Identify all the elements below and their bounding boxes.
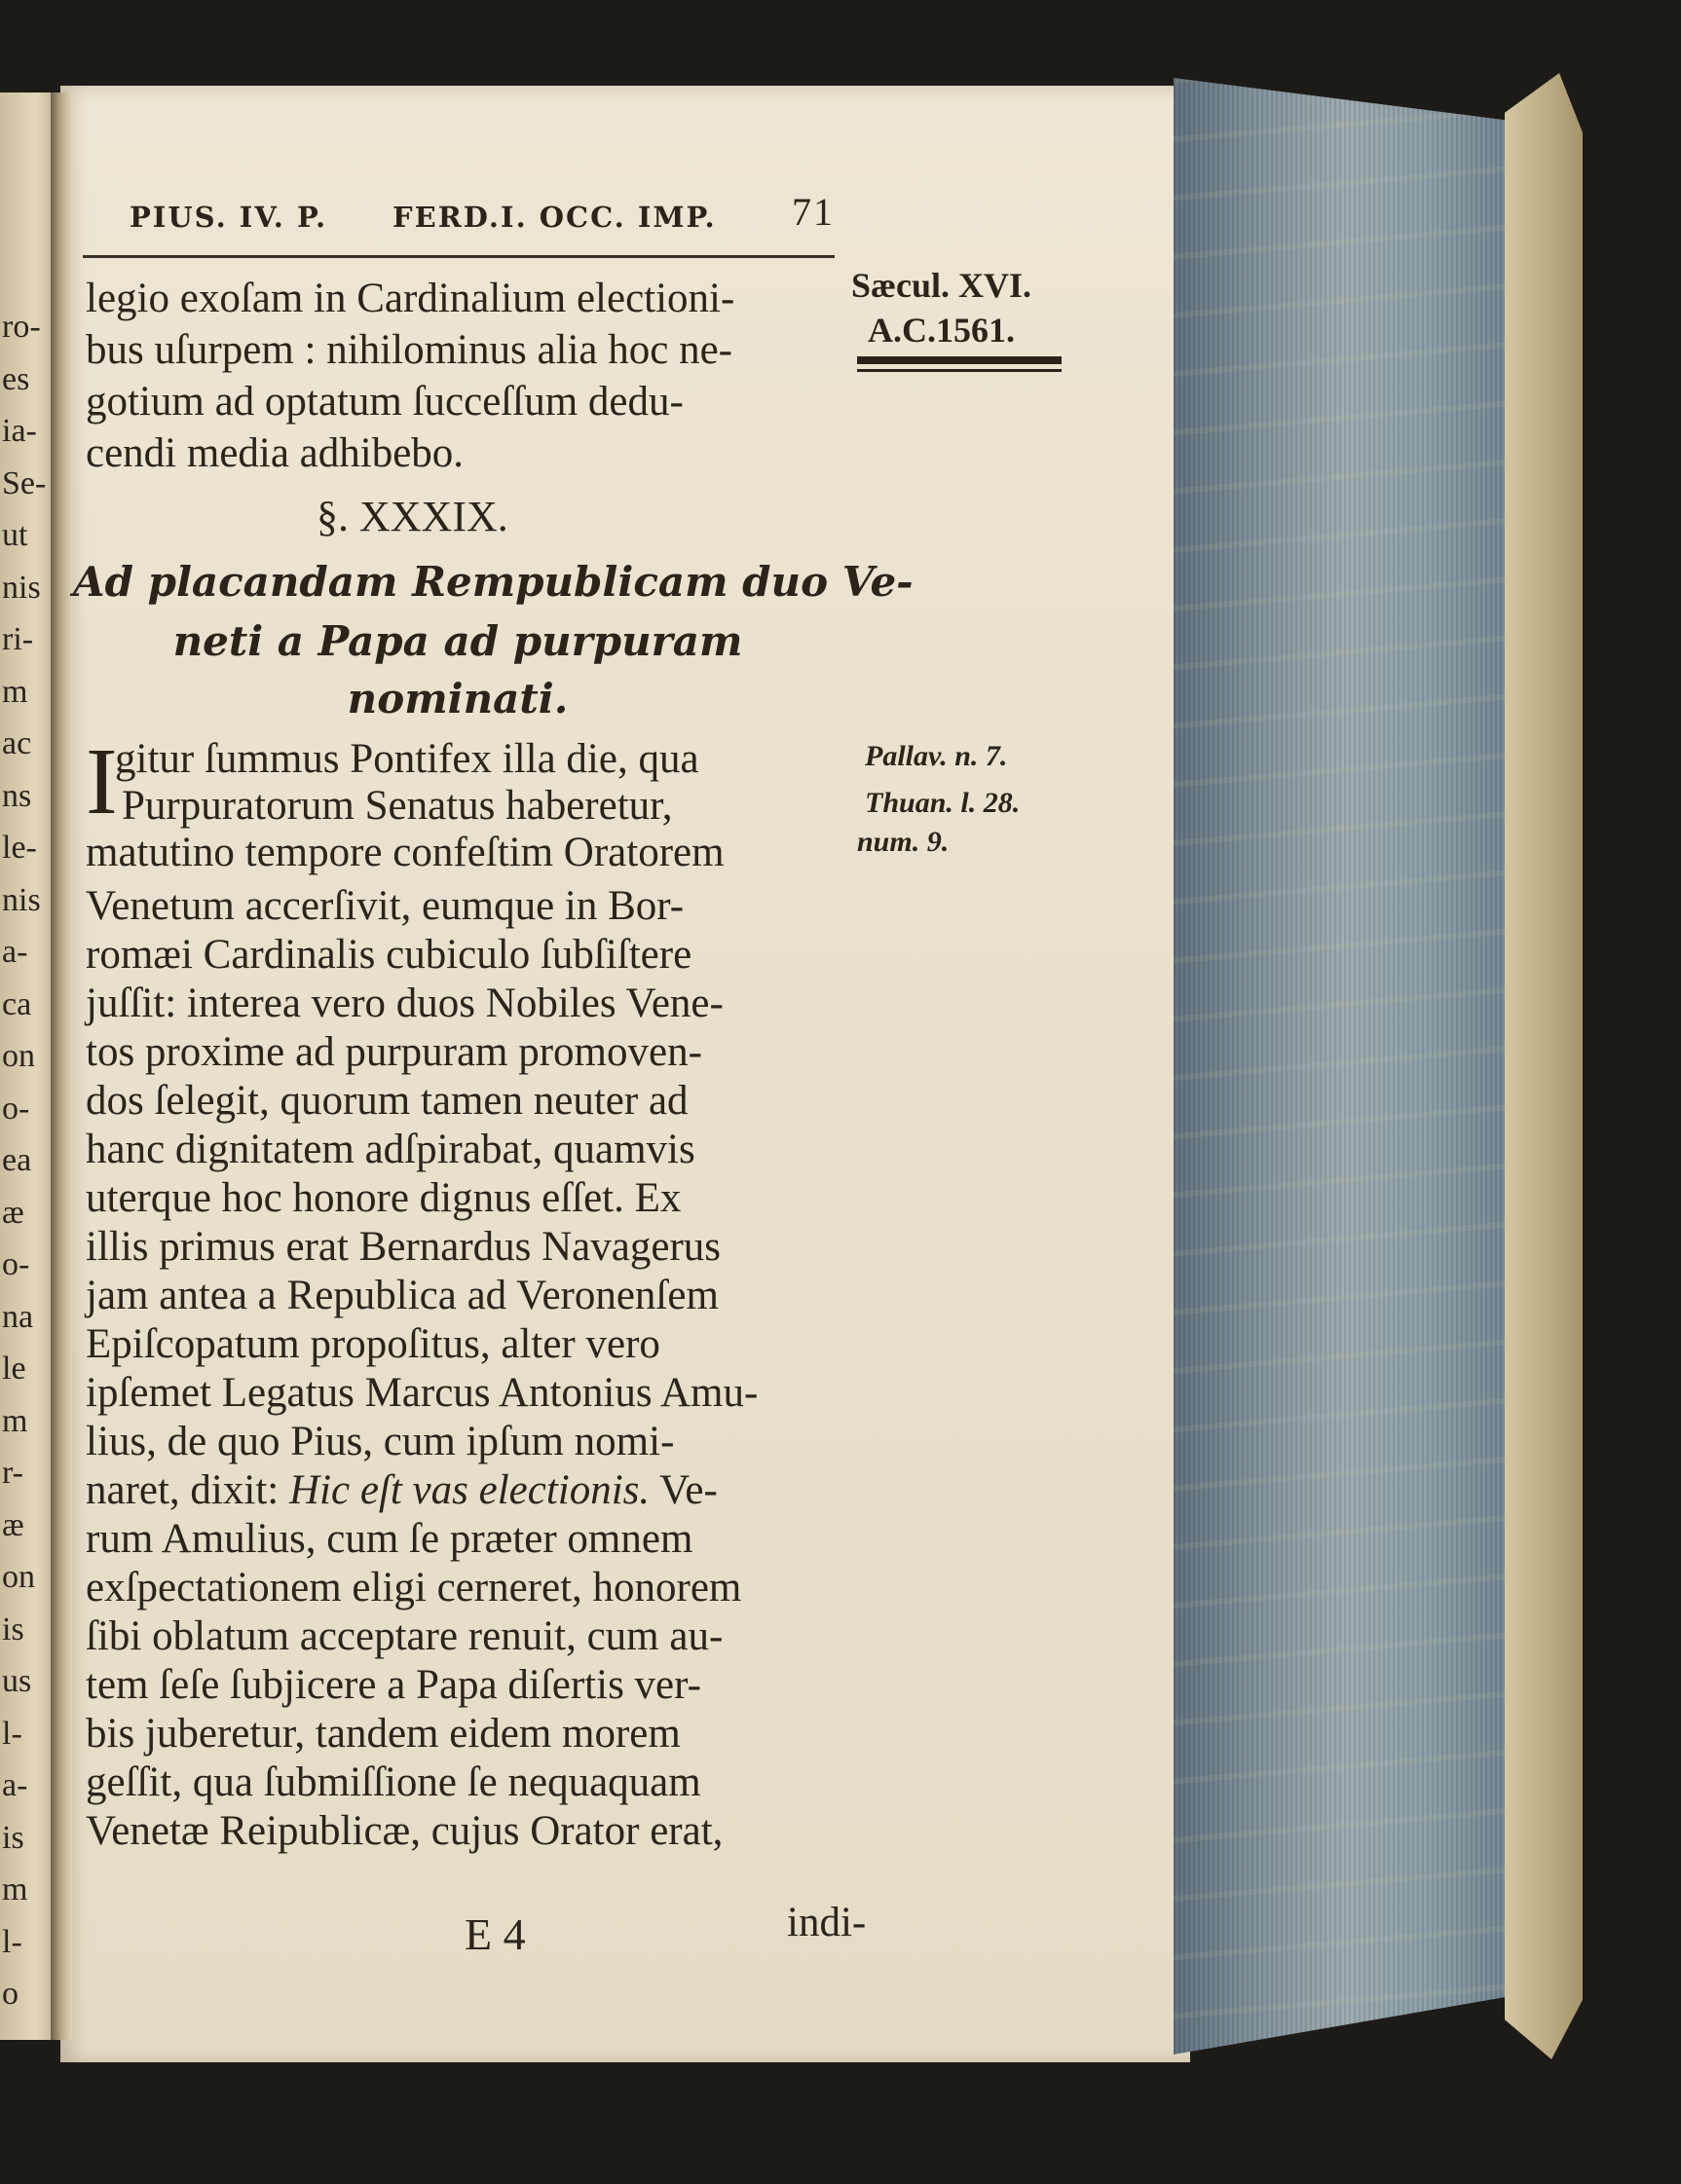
left-page-fragment: æ — [2, 1506, 24, 1543]
left-page-fragment: l- — [2, 1715, 22, 1752]
left-page-fragment: is — [2, 1610, 24, 1647]
paragraph-line: geſſit, qua ſubmiſſione ſe nequaquam — [86, 1759, 701, 1805]
quotation-continuation: Ve- — [659, 1467, 718, 1513]
side-note-year: A.C.1561. — [868, 311, 1015, 350]
opening-line: cendi media adhibebo. — [86, 430, 465, 476]
left-page-fragment: le- — [2, 830, 37, 866]
paragraph-line-with-quote — [86, 1466, 718, 1514]
left-page-fragment: na — [2, 1298, 34, 1335]
left-page-fragment: æ — [2, 1194, 24, 1231]
left-page-fragment: o- — [2, 1090, 30, 1127]
left-page-fragment: m — [2, 1871, 28, 1907]
paragraph-line: juſſit: interea vero duos Nobiles Vene- — [86, 981, 724, 1026]
paragraph-line: tos proxime ad purpuram promoven- — [86, 1029, 702, 1075]
section-title-line: nominati. — [347, 675, 569, 722]
opening-line: gotium ad optatum ſucceſſum dedu- — [86, 379, 684, 425]
margin-reference: num. 9. — [857, 826, 950, 858]
paragraph-line: exſpectationem eligi cerneret, honorem — [86, 1565, 742, 1610]
margin-reference: Thuan. l. 28. — [865, 787, 1021, 819]
opening-line: bus uſurpem : nihilominus alia hoc ne- — [86, 327, 733, 373]
side-note-century: Sæcul. XVI. — [851, 266, 1032, 305]
paragraph-line: lius, de quo Pius, cum ipſum nomi- — [86, 1419, 675, 1464]
left-page-fragment: ro- — [2, 309, 41, 345]
paragraph-line: romæi Cardinalis cubiculo ſubſiſtere — [86, 932, 692, 978]
section-title-line: neti a Papa ad purpuram — [172, 617, 743, 665]
left-page-fragment: is — [2, 1819, 24, 1856]
header-rule — [83, 255, 835, 258]
left-page-fragment: o — [2, 1976, 19, 2012]
left-page-fragment: a- — [2, 1767, 28, 1803]
paragraph-line: bis juberetur, tandem eidem morem — [86, 1711, 681, 1757]
quotation: Hic eſt vas electionis. — [288, 1467, 651, 1513]
left-page-fragment: ut — [2, 517, 28, 553]
paragraph-line: ſibi oblatum acceptare renuit, cum au- — [86, 1613, 724, 1659]
paragraph-line: rum Amulius, cum ſe præter omnem — [86, 1516, 693, 1562]
drop-capital: I — [86, 729, 118, 834]
left-page-fragment: on — [2, 1038, 35, 1074]
side-note-rule-thin — [857, 369, 1062, 372]
paragraph-line: hanc dignitatem adſpirabat, quamvis — [86, 1127, 695, 1172]
paragraph-line: illis primus erat Bernardus Navagerus — [86, 1224, 721, 1270]
paragraph-line: Venetum accerſivit, eumque in Bor- — [86, 883, 685, 929]
left-page-fragment: ia- — [2, 413, 37, 449]
header-emperor: FERD.I. OCC. IMP. — [392, 201, 717, 234]
left-page-fragment: ac — [2, 725, 32, 761]
paragraph-line: Venetæ Reipublicæ, cujus Orator erat, — [86, 1808, 724, 1854]
paragraph-line: Purpuratorum Senatus haberetur, — [122, 783, 673, 829]
paragraph-line: ipſemet Legatus Marcus Antonius Amu- — [86, 1370, 759, 1416]
left-page-fragment: ea — [2, 1142, 32, 1178]
left-page-fragment: m — [2, 673, 28, 710]
margin-reference: Pallav. n. 7. — [865, 740, 1008, 772]
paragraph-line: gitur ſummus Pontifex illa die, qua — [115, 736, 699, 782]
left-page-fragment: ri- — [2, 621, 34, 657]
side-note-rule-thick — [857, 356, 1062, 364]
left-page-fragment: on — [2, 1559, 35, 1595]
paragraph-line: dos ſelegit, quorum tamen neuter ad — [86, 1078, 689, 1124]
left-page-fragment: nis — [2, 569, 41, 606]
page-number: 71 — [792, 190, 835, 234]
left-page-fragment: es — [2, 360, 30, 397]
catchword: indi- — [787, 1900, 867, 1945]
left-page-fragment: o- — [2, 1246, 30, 1282]
paragraph-line: tem ſeſe ſubjicere a Papa diſertis ver- — [86, 1662, 701, 1708]
left-page-fragment: us — [2, 1663, 32, 1699]
left-page-fragment: l- — [2, 1923, 22, 1960]
left-page-fragment: r- — [2, 1455, 23, 1491]
left-page-fragment: nis — [2, 881, 41, 918]
left-page-fragment: a- — [2, 934, 28, 970]
left-page-fragment: le — [2, 1351, 26, 1387]
opening-line: legio exoſam in Cardinalium electioni- — [86, 276, 735, 321]
section-number: §. XXXIX. — [317, 493, 508, 540]
paragraph-line: matutino tempore confeſtim Oratorem — [86, 830, 725, 875]
paragraph-line: Epiſcopatum propoſitus, alter vero — [86, 1321, 660, 1367]
paragraph-line: jam antea a Republica ad Veronenſem — [86, 1273, 719, 1318]
left-page-fragment: ca — [2, 985, 32, 1022]
paragraph-line: naret, dixit: — [86, 1467, 280, 1513]
left-page-fragment: m — [2, 1402, 28, 1439]
side-note — [851, 263, 1031, 352]
left-page-fragment: ns — [2, 777, 32, 814]
paragraph-line: uterque hoc honore dignus eſſet. Ex — [86, 1175, 682, 1221]
left-page-fragment: Se- — [2, 464, 47, 501]
header-pope: PIUS. IV. P. — [130, 201, 328, 234]
signature-mark: E 4 — [465, 1909, 526, 1959]
section-title-line: Ad placandam Rempublicam duo Ve- — [73, 558, 914, 606]
